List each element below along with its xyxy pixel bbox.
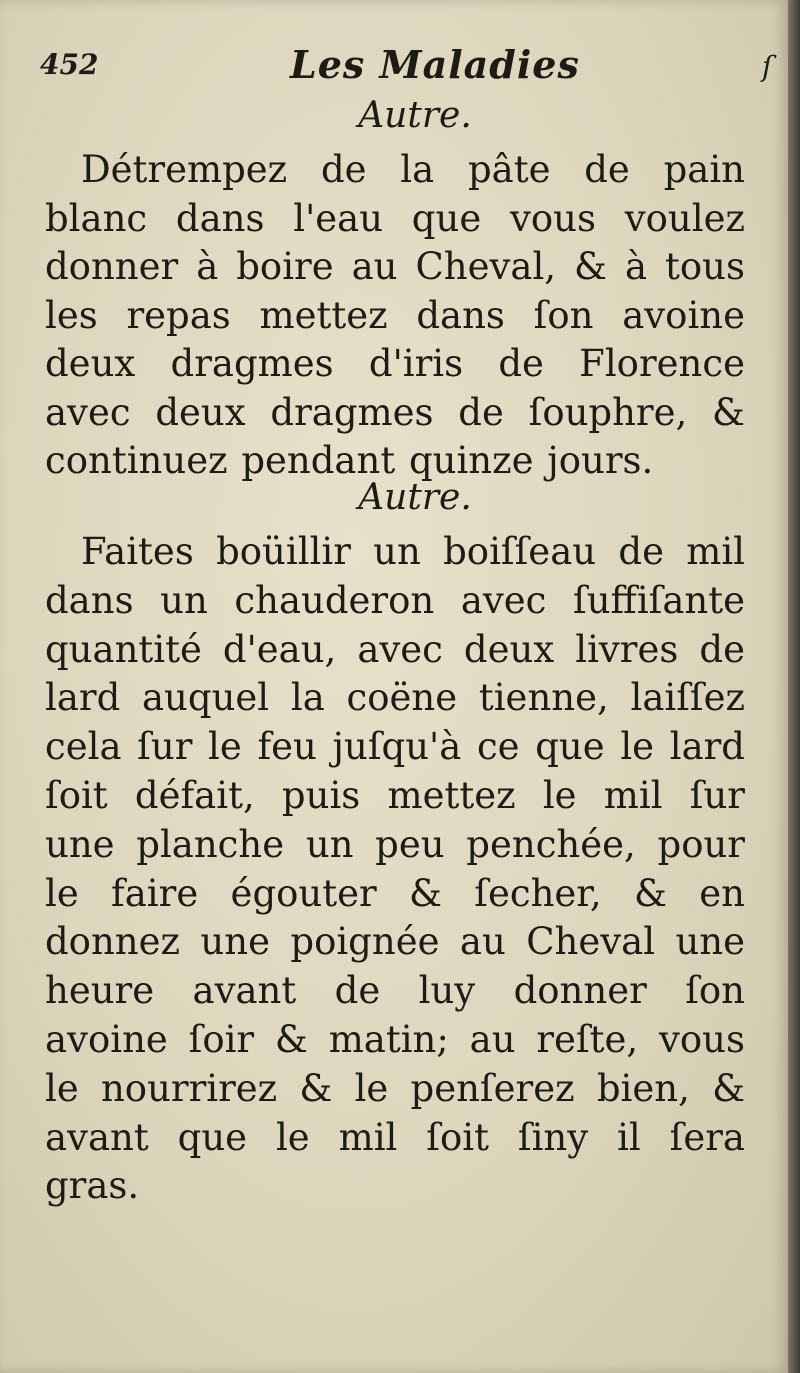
page-header <box>40 40 780 100</box>
section-body: Faites boüillir un boiſſeau de mil dans un chauderon avec ſuffiſante quantité d'eau, avec deux livres de lard auquel la coëne tienne, laiſſez cela ſur le feu juſqu'à ce que le lard ſoit défait, puis mettez le mil ſur une planche un peu penchée, pour le faire égouter & ſecher, & en donnez une poignée au Cheval une heure avant de luy donner ſon avoine ſoir & matin; au reſte, vous le nourrirez & le penſerez bien, & avant que le mil ſoit ſiny il ſera gras. <box>45 530 745 1208</box>
page-number: 452 <box>40 48 99 81</box>
edge-mark: ſ <box>762 50 773 83</box>
page-binding-edge <box>788 0 800 1373</box>
running-title: Les Maladies <box>290 42 580 87</box>
recipe-section-1 <box>45 96 745 486</box>
section-body: Détrempez de la pâte de pain blanc dans l'eau que vous voulez donner à boire au Cheval, & à tous les repas mettez dans ſon avoine deux dragmes d'iris de Florence avec deux dragmes de ſouphre, & continuez pendant quinze jours. <box>45 148 745 482</box>
section-heading: Autre. <box>358 95 472 136</box>
recipe-section-2 <box>45 478 745 1211</box>
section-heading: Autre. <box>358 477 472 518</box>
